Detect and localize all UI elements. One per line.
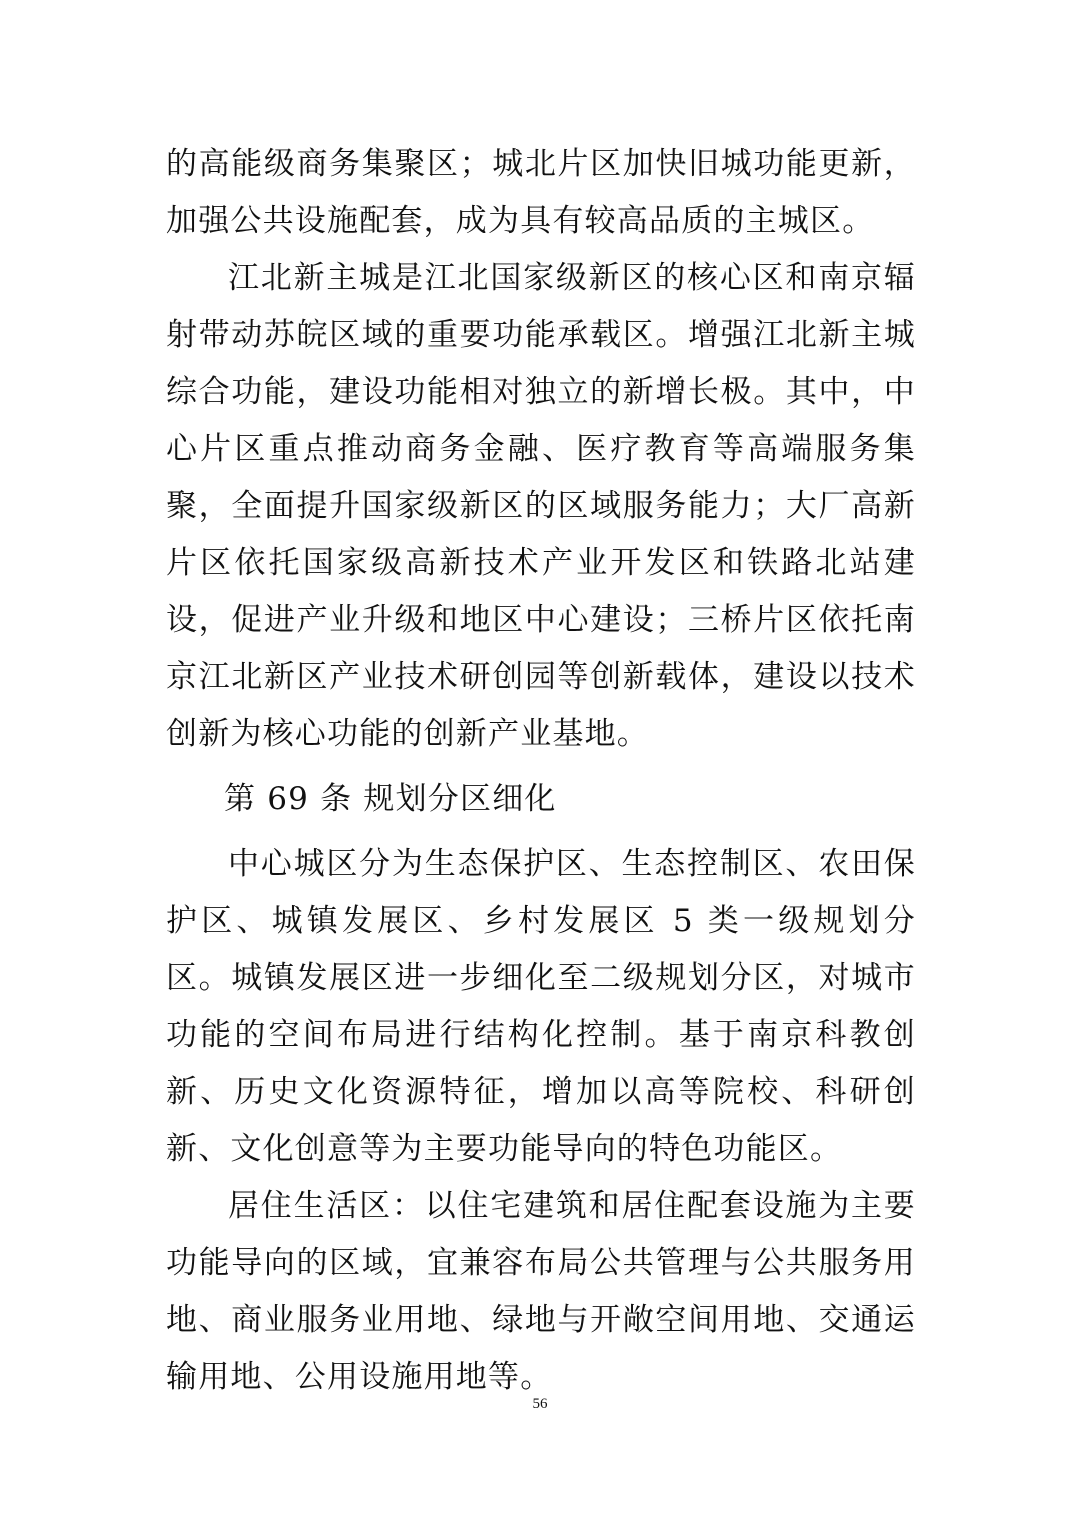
article-heading: 第 69 条 规划分区细化 (224, 781, 557, 817)
paragraph-jiangbei-new-city: 江北新主城是江北国家级新区的核心区和南京辐射带动苏皖区域的重要功能承载区。增强江北新主城综合功能，建设功能相对独立的新增长极。其中，中心片区重点推动商务金融、医疗教育等高端服务集聚，全面提升国家级新区的区域服务能力；大厂高新片区依托国家级高新技术产业开发区和铁路北站建设，促进产业升级和地区中心建设；三桥片区依托南京江北新区产业技术研创园等创新载体，建设以技术创新为核心功能的创新产业基地。 (166, 260, 916, 752)
page-number: 56 (532, 1396, 548, 1412)
document-body (166, 136, 916, 1406)
paragraph-continuation: 的高能级商务集聚区；城北片区加快旧城功能更新，加强公共设施配套，成为具有较高品质的主城区。 (166, 146, 916, 239)
paragraph-central-urban-zoning: 中心城区分为生态保护区、生态控制区、农田保护区、城镇发展区、乡村发展区 5 类一级规划分区。城镇发展区进一步细化至二级规划分区，对城市功能的空间布局进行结构化控制。基于南京科教创新、历史文化资源特征，增加以高等院校、科研创新、文化创意等为主要功能导向的特色功能区。 (166, 846, 916, 1167)
paragraph-residential-area: 居住生活区：以住宅建筑和居住配套设施为主要功能导向的区域，宜兼容布局公共管理与公共服务用地、商业服务业用地、绿地与开敞空间用地、交通运输用地、公用设施用地等。 (166, 1188, 916, 1395)
